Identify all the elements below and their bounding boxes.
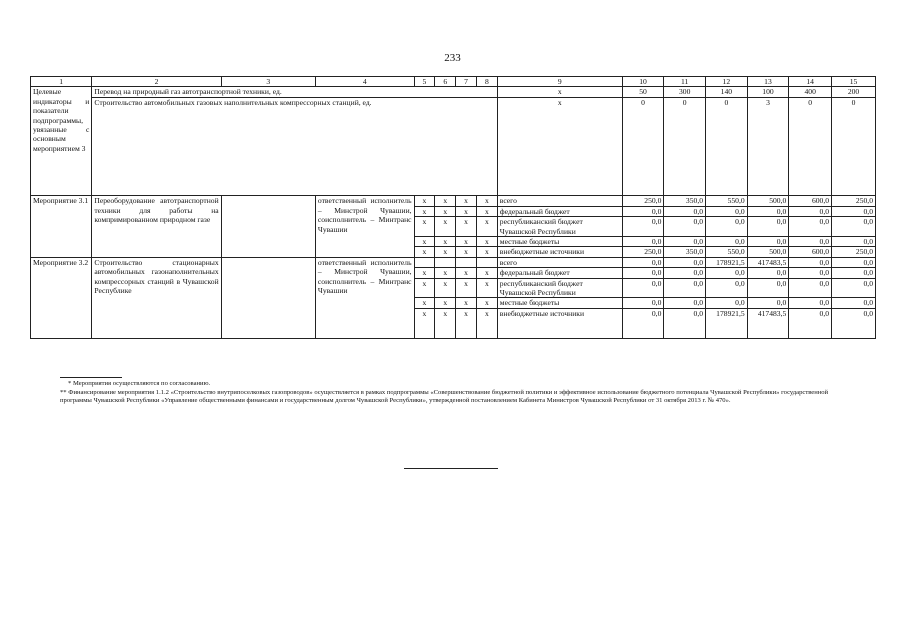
indicators-label: Целевые индикаторы и показатели подпрограммы, увязанные с основным мероприятием 3 [31,87,92,196]
funding-value: 350,0 [664,247,706,257]
funding-value: 0,0 [789,268,832,278]
column-number: 13 [747,77,789,87]
indicator-value: 300 [664,87,706,98]
measure-responsible: ответственный исполнитель – Минстрой Чувашии, соисполнитель – Минтранс Чувашии [315,196,414,257]
footnote-1: * Мероприятия осуществляются по согласованию. [68,380,211,387]
funding-value: 0,0 [622,278,664,298]
budget-code: х [476,278,497,298]
funding-value: 250,0 [622,247,664,257]
funding-value: 500,0 [747,247,789,257]
budget-code: х [476,196,497,206]
measure-name: Строительство стационарных автомобильных газонаполнительных компрессорных станций в Чувашской Республике [92,257,221,338]
indicator-value: 200 [832,87,876,98]
indicator-row [31,98,876,196]
funding-value: 0,0 [622,268,664,278]
funding-value: 350,0 [664,196,706,206]
budget-code: х [414,206,435,216]
budget-code: х [456,217,477,237]
budget-code [456,257,477,267]
funding-value: 0,0 [747,206,789,216]
funding-value: 0,0 [747,217,789,237]
column-number: 3 [221,77,315,87]
funding-source: всего [497,257,622,267]
funding-value: 600,0 [789,196,832,206]
measure-responsible: ответственный исполнитель – Минстрой Чувашии, соисполнитель – Минтранс Чувашии [315,257,414,338]
funding-value: 178921,5 [706,257,748,267]
funding-source: внебюджетные источники [497,247,622,257]
funding-value: 178921,5 [706,308,748,338]
budget-code: х [414,268,435,278]
program-table [30,76,876,339]
budget-code: х [476,217,497,237]
funding-value: 500,0 [747,196,789,206]
budget-code: х [435,278,456,298]
measure-col3 [221,257,315,338]
funding-value: 250,0 [832,247,876,257]
budget-code: х [435,237,456,247]
funding-value: 0,0 [664,298,706,308]
indicator-value: 0 [664,98,706,196]
funding-value: 0,0 [832,206,876,216]
indicator-value: 140 [706,87,748,98]
funding-source: местные бюджеты [497,237,622,247]
budget-code: х [476,206,497,216]
funding-value: 0,0 [789,237,832,247]
indicator-col9: х [497,98,622,196]
budget-code: х [414,196,435,206]
budget-code [476,257,497,267]
budget-code: х [435,268,456,278]
funding-value: 0,0 [706,278,748,298]
page-number: 233 [444,52,461,64]
column-number-row [31,77,876,87]
measure-row [31,257,876,267]
funding-value: 550,0 [706,196,748,206]
column-number: 8 [476,77,497,87]
column-number: 14 [789,77,832,87]
indicator-col9: х [497,87,622,98]
funding-value: 0,0 [789,278,832,298]
funding-value: 0,0 [664,237,706,247]
measure-col3 [221,196,315,257]
funding-value: 417483,5 [747,257,789,267]
funding-value: 0,0 [789,257,832,267]
funding-value: 0,0 [832,278,876,298]
column-number: 10 [622,77,664,87]
funding-value: 0,0 [789,206,832,216]
column-number: 6 [435,77,456,87]
funding-value: 0,0 [832,237,876,247]
budget-code: х [435,217,456,237]
funding-value: 0,0 [747,298,789,308]
indicator-value: 400 [789,87,832,98]
budget-code [435,257,456,267]
column-number: 15 [832,77,876,87]
budget-code: х [476,247,497,257]
budget-code: х [435,308,456,338]
indicator-text: Строительство автомобильных газовых наполнительных компрессорных станций, ед. [92,98,497,196]
funding-value: 0,0 [622,237,664,247]
funding-value: 0,0 [664,268,706,278]
funding-source: республиканский бюджет Чувашской Республики [497,278,622,298]
funding-source: внебюджетные источники [497,308,622,338]
budget-code: х [476,237,497,247]
budget-code: х [414,298,435,308]
funding-value: 250,0 [622,196,664,206]
funding-value: 0,0 [747,278,789,298]
column-number: 7 [456,77,477,87]
footnotes [60,380,850,406]
funding-source: федеральный бюджет [497,268,622,278]
budget-code: х [435,298,456,308]
indicator-value: 0 [706,98,748,196]
column-number: 2 [92,77,221,87]
indicator-value: 50 [622,87,664,98]
budget-code: х [435,247,456,257]
end-separator [404,468,498,469]
budget-code: х [456,237,477,247]
funding-value: 0,0 [622,206,664,216]
measure-row [31,196,876,206]
funding-value: 0,0 [622,308,664,338]
column-number: 1 [31,77,92,87]
funding-value: 0,0 [832,298,876,308]
funding-value: 0,0 [622,257,664,267]
funding-value: 0,0 [832,217,876,237]
funding-value: 0,0 [832,268,876,278]
funding-value: 0,0 [706,298,748,308]
budget-code: х [476,298,497,308]
budget-code: х [414,308,435,338]
budget-code: х [456,196,477,206]
indicator-value: 0 [622,98,664,196]
funding-value: 550,0 [706,247,748,257]
budget-code: х [456,278,477,298]
funding-value: 0,0 [747,237,789,247]
funding-value: 417483,5 [747,308,789,338]
indicator-text: Перевод на природный газ автотранспортной техники, ед. [92,87,497,98]
column-number: 9 [497,77,622,87]
funding-value: 250,0 [832,196,876,206]
column-number: 11 [664,77,706,87]
budget-code: х [456,308,477,338]
budget-code: х [414,247,435,257]
funding-source: федеральный бюджет [497,206,622,216]
funding-value: 0,0 [622,298,664,308]
footnote-separator [60,377,122,378]
indicator-value: 0 [789,98,832,196]
funding-value: 0,0 [622,217,664,237]
measure-name: Переоборудование автотранспортной техники для работы на компримированном природном газе [92,196,221,257]
funding-value: 0,0 [664,278,706,298]
funding-value: 0,0 [664,308,706,338]
funding-value: 0,0 [706,237,748,247]
funding-value: 0,0 [706,268,748,278]
funding-source: всего [497,196,622,206]
funding-value: 0,0 [789,217,832,237]
budget-code: х [435,206,456,216]
indicator-value: 100 [747,87,789,98]
budget-code: х [414,217,435,237]
budget-code: х [456,247,477,257]
funding-source: республиканский бюджет Чувашской Республики [497,217,622,237]
funding-value: 600,0 [789,247,832,257]
measure-id: Мероприятие 3.1 [31,196,92,257]
funding-value: 0,0 [664,257,706,267]
funding-value: 0,0 [747,268,789,278]
budget-code [414,257,435,267]
funding-value: 0,0 [664,217,706,237]
column-number: 5 [414,77,435,87]
funding-value: 0,0 [706,206,748,216]
funding-value: 0,0 [664,206,706,216]
funding-value: 0,0 [832,308,876,338]
footnote-2: ** Финансирование мероприятия 1.1.2 «Строительство внутрипоселковых газопроводов» осуществляется в рамках подпрограммы «Совершенствование бюджетной политики и эффективное использование бюджетного потенциала Чувашской Республики» государственной программы Чувашской Республики «Управление общественными финансами и государственным долгом Чувашской Республики», утвержденной постановлением Кабинета Министров Чувашской Республики от 31 октября 2013 г. № 470». [60,388,829,405]
budget-code: х [456,268,477,278]
budget-code: х [414,278,435,298]
funding-value: 0,0 [832,257,876,267]
indicator-row [31,87,876,98]
funding-source: местные бюджеты [497,298,622,308]
budget-code: х [435,196,456,206]
funding-value: 0,0 [789,308,832,338]
column-number: 4 [315,77,414,87]
indicator-value: 3 [747,98,789,196]
budget-code: х [414,237,435,247]
column-number: 12 [706,77,748,87]
funding-value: 0,0 [789,298,832,308]
budget-code: х [456,298,477,308]
measure-id: Мероприятие 3.2 [31,257,92,338]
budget-code: х [476,308,497,338]
funding-value: 0,0 [706,217,748,237]
budget-code: х [456,206,477,216]
budget-code: х [476,268,497,278]
indicator-value: 0 [832,98,876,196]
